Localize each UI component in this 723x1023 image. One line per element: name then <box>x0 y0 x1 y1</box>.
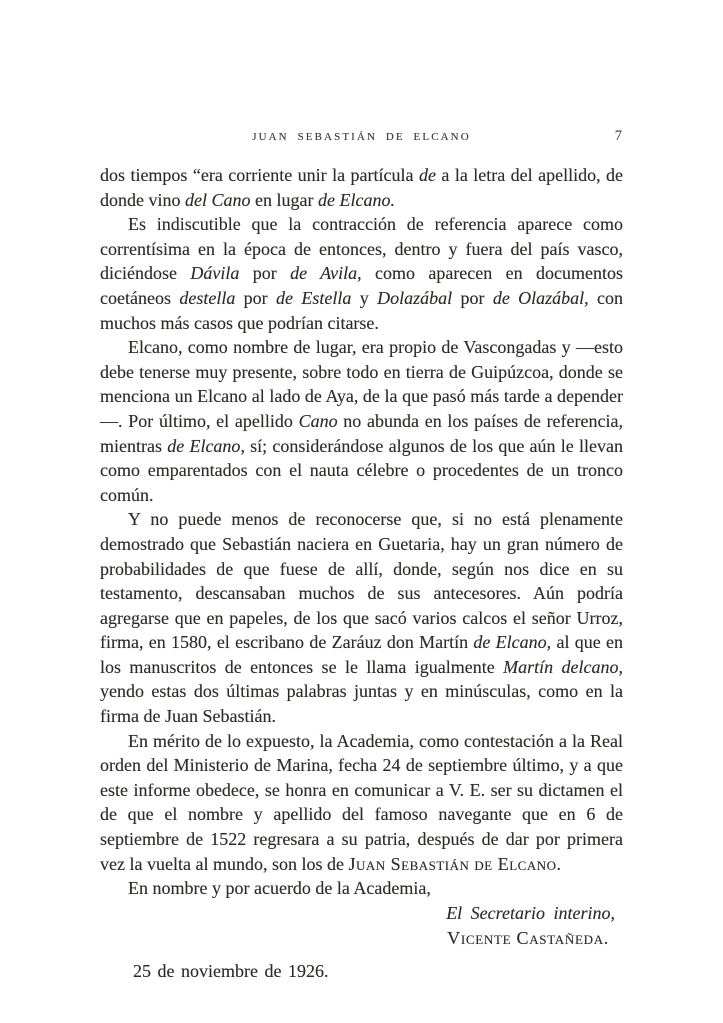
signature-block <box>100 901 623 952</box>
text-run: como aparecen en documentos coetáneos <box>100 263 623 308</box>
text-run: dos tiempos “era corriente unir la partícula <box>100 165 419 185</box>
paragraph <box>100 507 623 728</box>
paragraph <box>100 729 623 877</box>
text-run: , sí; considerándose algunos de los que aún le llevan como emparentados con el nauta célebre o procedentes de un tronco común. <box>100 435 623 505</box>
signature-name: Vicente Castañeda. <box>447 928 609 949</box>
text-run: En nombre y por acuerdo de la Academia, <box>128 878 431 899</box>
paragraph <box>100 212 623 335</box>
text-run: y <box>351 287 378 308</box>
text-run: Y no puede menos de reconocerse que, si no está plenamente demostrado que Sebastián naciera en Guetaria, hay un gran número de probabilidades de que fuese de allí, donde, según nos dice en su testamento, descansaban muchos de sus antecesores. Aún podría agregarse que en papeles, de los que sacó varios calcos el señor Urroz, firma, en 1580, el escribano de Zaráuz don Martín <box>100 509 623 653</box>
text-run: por <box>239 263 291 284</box>
text-run: a la letra del apellido, de donde vino <box>100 165 624 210</box>
page-number: 7 <box>614 128 622 144</box>
paragraph <box>100 335 623 507</box>
text-run: yendo estas dos últimas palabras juntas y en minúsculas, como en la firma de Juan Sebastián. <box>100 681 623 727</box>
date-line: 25 de noviembre de 1926. <box>133 960 329 981</box>
text-run: En mérito de lo expuesto, la Academia, como contestación a la Real orden del Ministerio de Marina, fecha 24 de septiembre último, y a que este informe obedece, se honra en comunicar a V. E. ser su dictamen el de que el nombre y apellido del famoso navegante que en 6 de septiembre de 1522 regresara a su patria, después de dar por primera vez la vuelta al mundo, son los de <box>100 730 623 874</box>
smallcaps-run: Juan Sebastián de Elcano <box>348 853 557 874</box>
italic-run: de <box>418 165 436 185</box>
paragraph <box>100 876 623 901</box>
italic-run: de Avila, <box>290 263 362 284</box>
text-run: en lugar <box>250 189 318 210</box>
text-run: al que en los manuscritos de entonces se le llama igualmente <box>100 632 623 677</box>
italic-run: del Cano <box>185 189 251 210</box>
page-body <box>100 163 623 901</box>
italic-run: de Elcano. <box>317 189 395 210</box>
running-header-title: JUAN SEBASTIÁN DE ELCANO <box>252 131 471 143</box>
text-run: por <box>452 287 493 308</box>
text-run: con muchos más casos que podrían citarse. <box>100 287 624 333</box>
italic-run: Cano <box>298 410 338 431</box>
text-run: Elcano, como nombre de lugar, era propio de Vascongadas y —esto debe tenerse muy presente, sobre todo en tierra de Guipúzcoa, donde se menciona un Elcano al lado de Aya, de la que pasó más tarde a depender—. Por último, el apellido <box>100 337 623 431</box>
italic-run: de Olazábal, <box>492 287 589 308</box>
italic-run: Dolazábal <box>377 287 453 308</box>
signature-role: El Secretario interino, <box>446 902 615 923</box>
italic-run: destella <box>179 287 236 308</box>
italic-run: de Elcano, <box>473 632 552 653</box>
italic-run: Martín delcano, <box>503 656 623 677</box>
text-block <box>100 128 624 983</box>
italic-run: Dávila <box>190 263 240 284</box>
text-run: no abunda en los países de referencia, mientras <box>100 410 623 456</box>
italic-run: de Estella <box>276 287 352 308</box>
text-run: Es indiscutible que la contracción de referencia aparece como correntísima en la época de entonces, dentro y fuera del país vasco, diciéndose <box>100 214 623 284</box>
text-run: . <box>556 853 562 874</box>
italic-run: de Elcano <box>167 435 241 456</box>
text-run: por <box>235 287 277 308</box>
paragraph <box>100 163 623 212</box>
running-header <box>100 128 623 151</box>
